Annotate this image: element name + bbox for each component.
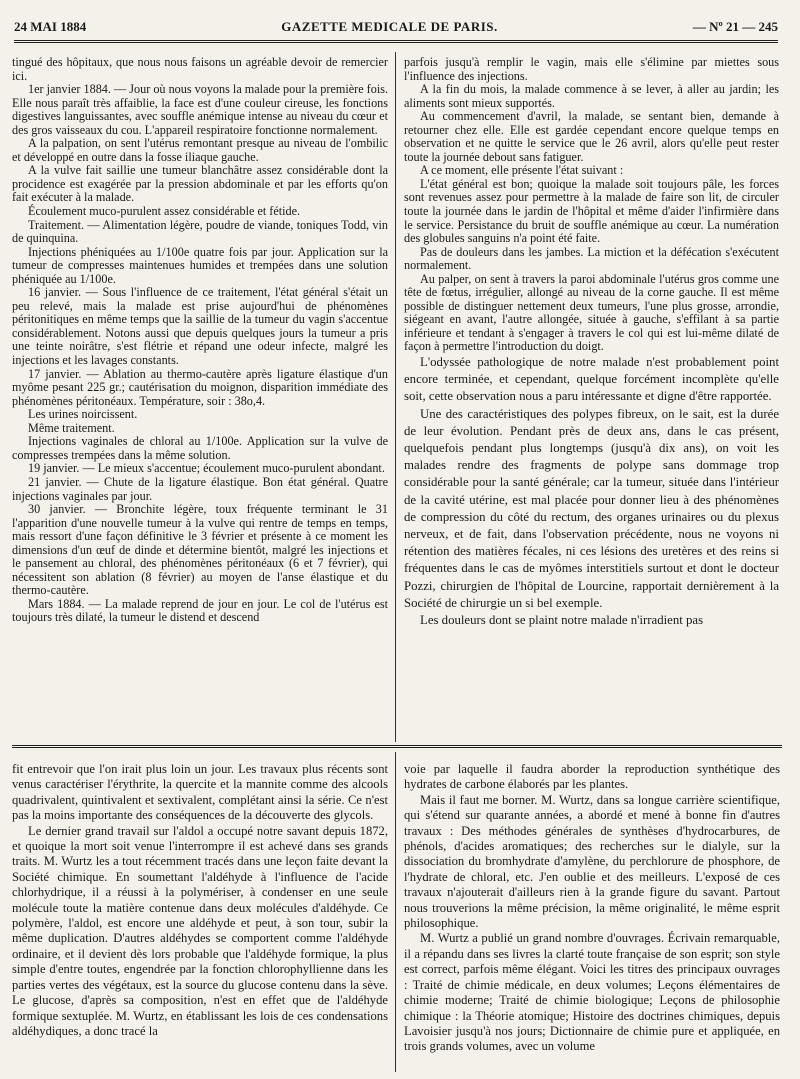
paragraph: parfois jusqu'à remplir le vagin, mais elle s'élimine par miettes sous l'influence des injections. (404, 56, 779, 83)
paragraph: A la fin du mois, la malade commence à se lever, à aller au jardin; les aliments sont mieux supportés. (404, 82, 779, 110)
header-date: 24 MAI 1884 (14, 19, 87, 34)
header-title: GAZETTE MEDICALE DE PARIS. (281, 19, 498, 34)
bottom-left-column (12, 762, 388, 1074)
paragraph: 17 janvier. — Ablation au thermo-cautère après ligature élastique d'un myôme pesant 225 gr.; cautérisation du moignon, disparition immédiate des phénomènes péritonéaux. Température, soir : 38o,4. (12, 366, 388, 408)
paragraph: Les urines noircissent. (28, 407, 138, 422)
paragraph: 30 janvier. — Bronchite légère, toux fréquente terminant le 31 l'apparition d'une nouvelle tumeur à la vulve qui rentre de temps en temps, mais ressort d'une façon définitive le 3 février et présente à ce moment les dimensions d'un œuf de dinde et détermine bientôt, malgré les injections et le pansement au chloral, des phénomènes péritonéaux (6 et 7 février), qui nécessitent son ablation (8 février) au moyen de l'anse élastique et du thermo-cautère. (12, 502, 388, 598)
paragraph: Les douleurs dont se plaint notre malade n'irradient pas (420, 613, 704, 628)
paragraph: voie par laquelle il faudra aborder la reproduction synthétique des hydrates de carbone élaborés par les plantes. (404, 762, 780, 792)
paragraph: Au commencement d'avril, la malade, se sentant bien, demande à retourner chez elle. Elle est gardée cependant encore quelque temps en observation et ne quitte le service que le 26 avril, alors qu'elle peut rester toute la journée debout sans fatiguer. (404, 109, 779, 164)
paragraph: A la vulve fait saillie une tumeur blanchâtre assez considérable dont la procidence est exagérée par la pression abdominale et par les efforts qu'on fait exécuter à la malade. (12, 163, 388, 205)
paragraph: A la palpation, on sent l'utérus remontant presque au niveau de l'ombilic et développé en outre dans la fosse iliaque gauche. (12, 136, 388, 164)
paragraph: 1er janvier 1884. — Jour où nous voyons la malade pour la première fois. Elle nous paraît très affaiblie, la face est d'une couleur cireuse, les fonctions digestives languissantes, avec souffle anémique intense au niveau du cœur et des gros vaisseaux du cou. L'appareil respiratoire fonctionne normalement. (12, 82, 388, 137)
column-divider-bottom (395, 752, 396, 1072)
paragraph: M. Wurtz a publié un grand nombre d'ouvrages. Écrivain remarquable, il a répandu dans ses livres la clarté toute française de son esprit; son style est correct, parfois même élégant. Voici les titres des principaux ouvrages : Traité de chimie médicale, en deux volumes; Leçons élémentaires de chimie moderne; Traité de chimie biologique; Leçons de philosophie chimique : la Théorie atomique; Histoire des doctrines chimiques, depuis Lavoisier jusqu'à nos jours; Dictionnaire de chimie pure et appliquée, en trois grands volumes, avec un volume (404, 931, 780, 1054)
paragraph: Injections phéniquées au 1/100e quatre fois par jour. Application sur la tumeur de compresses maintenues humides et trempées dans une solution phéniquée au 1/100e. (12, 244, 388, 286)
paragraph: 21 janvier. — Chute de la ligature élastique. Bon état général. Quatre injections vaginales par jour. (12, 474, 388, 503)
paragraph: Une des caractéristiques des polypes fibreux, on le sait, est la durée de leur évolution. Pendant près de deux ans, dans le cas présent, quelquefois pendant plus longtemps (jusqu'à dix ans), on voit les malades rendre des fragments de polype sans dommage trop considérable pour la santé générale; car la tumeur, située dans l'intérieur de la cavité utérine, est mal placée pour donner lieu à des phénomènes de compression du côté du rectum, des organes urinaires ou du plexus nerveux, et de fait, dans l'observation précédente, nous ne voyons ni rétention des matières fécales, ni ces lésions des uretères et des reins si fréquentes dans le cas de myômes interstitiels surtout et dont le docteur Pozzi, chirurgien de l'hôpital de Lourcine, rapportait dernièrement à la Société de chirurgie un si bel exemple. (404, 406, 779, 610)
paragraph: Même traitement. (28, 420, 115, 435)
section-rule (12, 745, 782, 748)
paragraph: L'état général est bon; quoique la malade soit toujours pâle, les forces sont revenues assez pour permettre à la malade de faire son lit, de circuler toute la journée dans le jardin de l'hôpital et même d'aider l'infirmière dans le service. Persistance du bruit de souffle anémique au cœur. La numération des globules sanguins n'a point été faite. (404, 176, 779, 246)
paragraph: 16 janvier. — Sous l'influence de ce traitement, l'état général s'était un peu relevé, mais la malade est prise aujourd'hui de phénomènes péritonitiques en même temps que la saillie de la tumeur du vagin s'accentue considérablement. Notons aussi que depuis quelques jours la tumeur a pris une teinte noirâtre, s'est flétrie et répand une odeur infecte, malgré les injections et les lavages constants. (12, 285, 388, 368)
header-rule (14, 40, 778, 43)
paragraph: Le dernier grand travail sur l'aldol a occupé notre savant depuis 1872, et quoique la mort soit venue l'interrompre il est achevé dans ses grands traits. M. Wurtz les a tout récemment tracés dans une leçon faite devant la Société chimique. En soumettant l'aldéhyde à l'influence de l'acide chlorhydrique, il a réussi à la polymériser, à condenser en une seule molécule toute la matière contenue dans deux molécules d'aldéhyde. Ce polymère, l'aldol, est encore une aldéhyde et peut, à son tour, subir la même duplication. D'autres aldéhydes se comportent comme l'aldéhyde ordinaire, et il devient dès lors probable que l'aldéhyde formique, la plus simple d'entre toutes, engendrée par la fonction chlorophyllienne dans les parties vertes des végétaux, est la source du glucose contenu dans la sève. Le glucose, d'après sa composition, n'est en effet que de l'aldéhyde formique sextuplée. M. Wurtz, en établissant les lois de ces condensations aldéhydiques, a donc tracé la (12, 823, 388, 1038)
paragraph: Traitement. — Alimentation légère, poudre de viande, toniques Todd, vin de quinquina. (12, 217, 388, 246)
header-issue: — Nº 21 — 245 (692, 19, 778, 34)
paragraph: Injections vaginales de chloral au 1/100e. Application sur la vulve de compresses trempées dans la même solution. (12, 434, 388, 462)
paragraph: Mars 1884. — La malade reprend de jour en jour. Le col de l'utérus est toujours très dilaté, la tumeur le distend et descend (12, 596, 388, 625)
paragraph: Mais il faut me borner. M. Wurtz, dans sa longue carrière scientifique, qui s'étend sur quarante années, a abordé et mené à bonne fin d'autres travaux : Des méthodes générales de synthèses d'hydrocarbures, de phénols, d'acides aromatiques; des recherches sur le dialyle, sur la dissociation du bromhydrate d'amylène, du perchlorure de phosphore, de l'hydrate de chloral, etc. J'en oublie et des meilleurs. L'exposé de ces travaux n'ajouterait d'ailleurs rien à la grande figure du savant. Partout nous trouverions la même précision, la même originalité, le même esprit philosophique. (404, 792, 780, 931)
paragraph: fit entrevoir que l'on irait plus loin un jour. Les travaux plus récents sont venus caractériser l'érythrite, la quercite et la mannite comme des alcools quadrivalent, quintivalent et sextivalent, complétant ainsi la série. Ce n'est pas la moins importante des conséquences de la découverte des glycols. (12, 762, 388, 823)
paragraph: Pas de douleurs dans les jambes. La miction et la défécation s'exécutent normalement. (404, 244, 779, 273)
top-left-column (12, 56, 388, 742)
page-header (14, 14, 778, 40)
paragraph: L'odyssée pathologique de notre malade n'est probablement point encore terminée, et cependant, quelque forcément incomplète qu'elle soit, cette observation nous a paru intéressante et digne d'être rapportée. (404, 355, 779, 404)
paragraph: A ce moment, elle présente l'état suivant : (420, 163, 624, 178)
paragraph: 19 janvier. — Le mieux s'accentue; écoulement muco-purulent abondant. (28, 461, 385, 476)
bottom-right-column (404, 762, 780, 1074)
column-divider-top (395, 52, 396, 742)
paragraph: Écoulement muco-purulent assez considérable et fétide. (28, 204, 301, 219)
paragraph: Au palper, on sent à travers la paroi abdominale l'utérus gros comme une tête de fœtus, irrégulier, allongé au niveau de la corne gauche. Il est même possible de distinguer nettement deux tumeurs, l'une plus grosse, arrondie, siégeant en avant, l'autre allongée, située à gauche, s'effilant à sa partie inférieure et tendant à s'engager à travers le col qui est lui-même dilaté de façon à permettre l'introduction du doigt. (404, 271, 779, 354)
top-right-column (404, 56, 779, 742)
paragraph: tingué des hôpitaux, que nous nous faisons un agréable devoir de remercier ici. (12, 56, 388, 83)
